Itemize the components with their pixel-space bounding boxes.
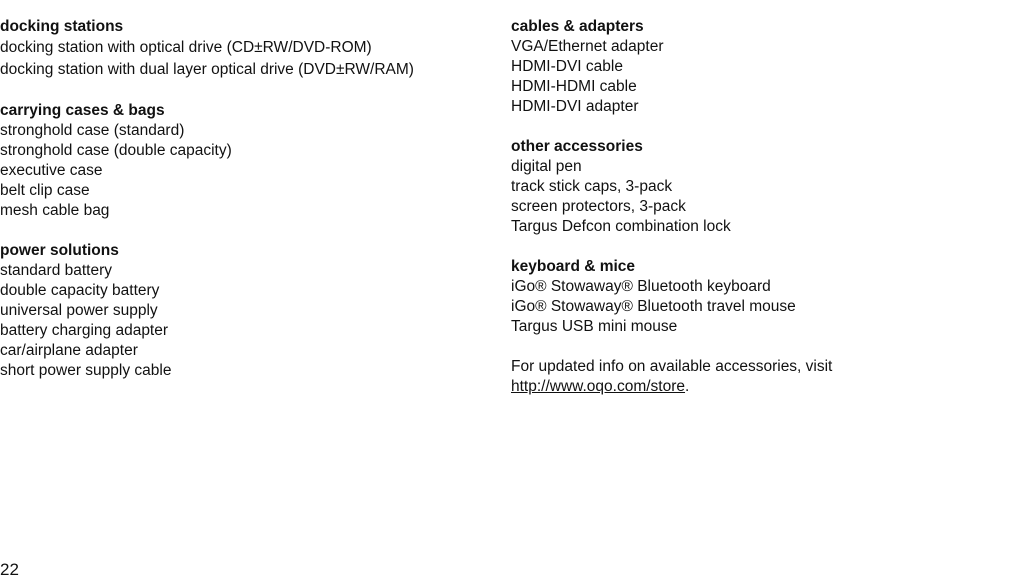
list-item: HDMI-HDMI cable	[511, 78, 637, 95]
right-column	[511, 17, 1011, 397]
list-item: iGo® Stowaway® Bluetooth keyboard	[511, 278, 771, 295]
section-heading: power solutions	[0, 242, 119, 259]
list-item: digital pen	[511, 158, 582, 175]
list-item: VGA/Ethernet adapter	[511, 38, 664, 55]
list-item: docking station with optical drive (CD±RW/DVD-ROM)	[0, 39, 372, 56]
list-item: battery charging adapter	[0, 322, 169, 339]
list-item: car/airplane adapter	[0, 342, 138, 359]
store-note-period: .	[685, 378, 690, 395]
store-note	[511, 357, 1011, 397]
list-item: mesh cable bag	[0, 202, 110, 219]
list-item: executive case	[0, 162, 103, 179]
list-item: HDMI-DVI adapter	[511, 98, 639, 115]
page-number: 22	[0, 560, 19, 579]
left-column	[0, 17, 500, 401]
section-cables-adapters	[511, 17, 1011, 117]
list-item: screen protectors, 3-pack	[511, 198, 686, 215]
list-item: stronghold case (standard)	[0, 122, 185, 139]
section-docking-stations	[0, 17, 500, 81]
list-item: belt clip case	[0, 182, 90, 199]
store-note-text: For updated info on available accessories, visit	[511, 358, 833, 375]
list-item: docking station with dual layer optical drive (DVD±RW/RAM)	[0, 61, 414, 78]
section-keyboard-mice	[511, 257, 1011, 337]
section-heading: other accessories	[511, 138, 643, 155]
store-note-link-line	[511, 377, 1011, 397]
store-link[interactable]: http://www.oqo.com/store	[511, 378, 686, 395]
list-item: stronghold case (double capacity)	[0, 142, 232, 159]
list-item: HDMI-DVI cable	[511, 58, 623, 75]
section-carrying-cases-bags	[0, 101, 500, 221]
section-power-solutions	[0, 241, 500, 381]
section-heading: docking stations	[0, 18, 124, 35]
list-item: Targus Defcon combination lock	[511, 218, 731, 235]
section-heading: cables & adapters	[511, 18, 644, 35]
list-item: Targus USB mini mouse	[511, 318, 678, 335]
section-heading: keyboard & mice	[511, 258, 636, 275]
list-item: standard battery	[0, 262, 113, 279]
section-heading: carrying cases & bags	[0, 102, 165, 119]
section-other-accessories	[511, 137, 1011, 237]
list-item: universal power supply	[0, 302, 158, 319]
list-item: short power supply cable	[0, 362, 172, 379]
list-item: iGo® Stowaway® Bluetooth travel mouse	[511, 298, 796, 315]
list-item: double capacity battery	[0, 282, 160, 299]
list-item: track stick caps, 3-pack	[511, 178, 673, 195]
